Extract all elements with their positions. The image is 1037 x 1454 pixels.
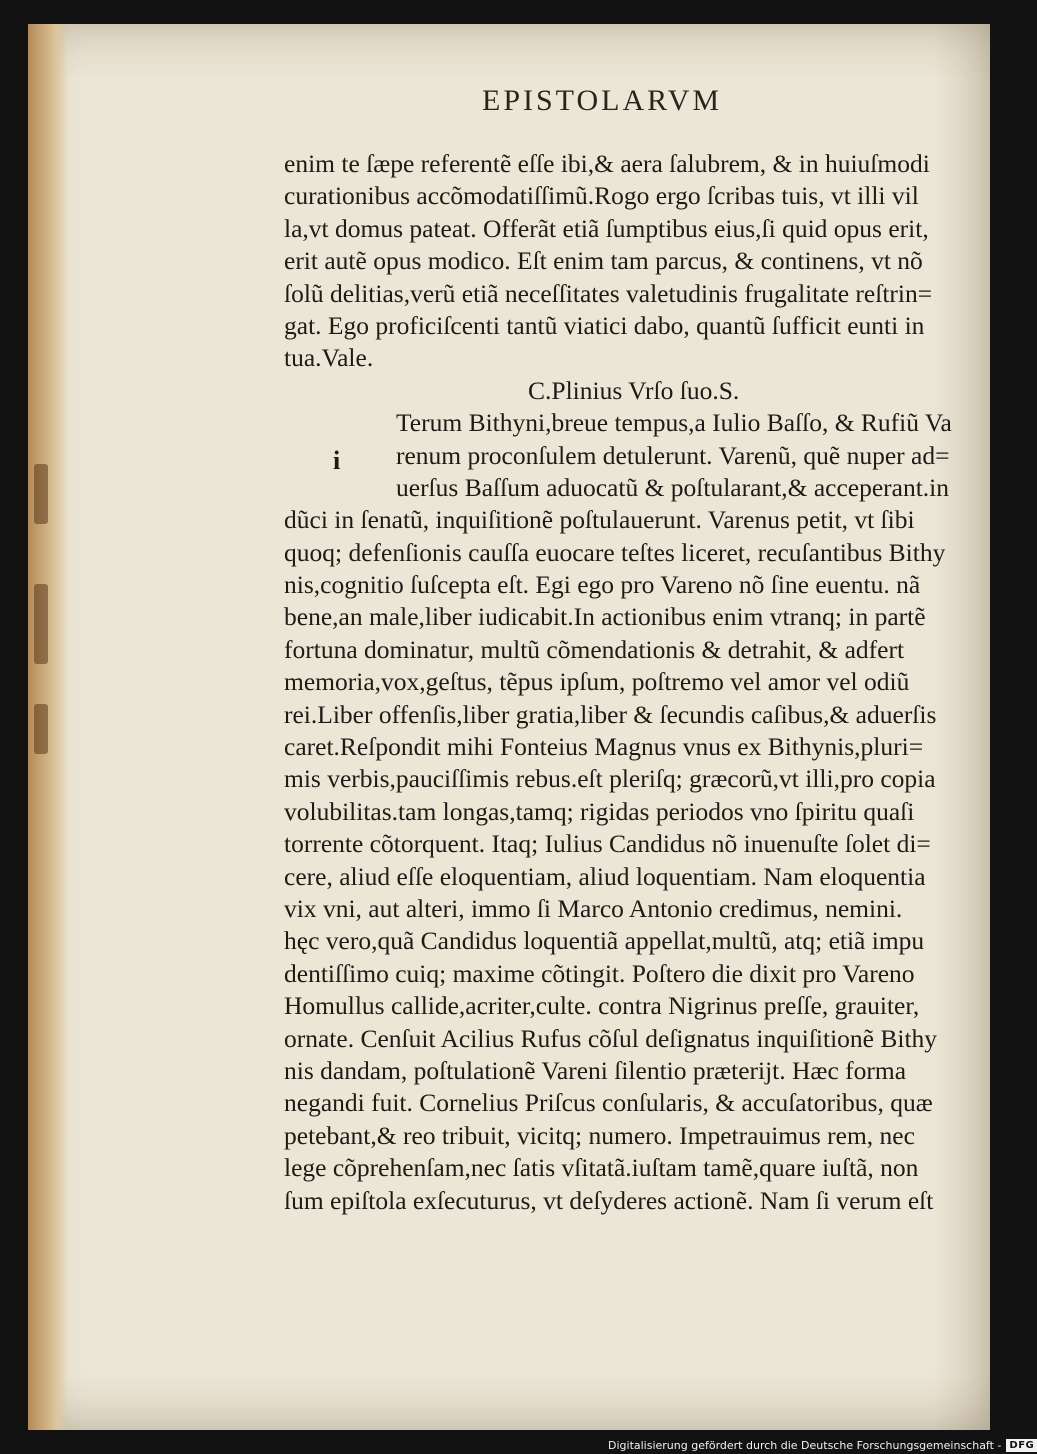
text-line: ſolũ delitias,verũ etiã neceſſitates valetudinis frugalitate reſtrin= xyxy=(284,278,933,308)
marginal-note: i xyxy=(333,446,341,475)
text-line: Homullus callide,acriter,culte. contra Nigrinus preſſe, grauiter, xyxy=(284,991,920,1021)
text-line: la,vt domus pateat. Offerãt etiã ſumptibus eius,ſi quid opus erit, xyxy=(284,213,929,243)
body-text xyxy=(284,148,984,1217)
text-line: ſum epiſtola exſecuturus, vt deſyderes actionẽ. Nam ſi verum eſt xyxy=(284,1185,934,1215)
text-line: renum proconſulem detulerunt. Varenũ, quẽ nuper ad= xyxy=(396,440,950,470)
text-line: nis,cognitio ſuſcepta eſt. Egi ego pro Vareno nõ ſine euentu. nã xyxy=(284,570,921,600)
text-line: lege cõprehenſam,nec ſatis vſitatã.iuſtam tamẽ,quare iuſtã, non xyxy=(284,1153,919,1183)
text-line: cere, aliud eſſe eloquentiam, aliud loquentiam. Nam eloquentia xyxy=(284,861,926,891)
text-line: bene,an male,liber iudicabit.In actionibus enim vtranq; in partẽ xyxy=(284,602,926,632)
page-edge-stain xyxy=(28,24,68,1430)
letter-heading: C.Plinius Vrſo ſuo.S. xyxy=(528,375,740,405)
text-line: Terum Bithyni,breue tempus,a Iulio Baſſo, & Rufiũ Va xyxy=(396,408,952,438)
text-line: petebant,& reo tribuit, vicitq; numero. Impetrauimus rem, nec xyxy=(284,1120,915,1150)
text-line: rei.Liber offenſis,liber gratia,liber & ſecundis caſibus,& aduerſis xyxy=(284,699,937,729)
text-line: caret.Reſpondit mihi Fonteius Magnus vnus ex Bithynis,pluri= xyxy=(284,732,924,762)
running-head: EPISTOLARVM xyxy=(482,84,723,117)
text-line: erit autẽ opus modico. Eſt enim tam parcus, & continens, vt nõ xyxy=(284,246,923,276)
text-line: nis dandam, poſtulationẽ Vareni ſilentio præterijt. Hæc forma xyxy=(284,1055,907,1085)
text-line: hęc vero,quã Candidus loquentiã appellat,multũ, atq; etiã impu xyxy=(284,926,925,956)
text-line: ornate. Cenſuit Acilius Rufus cõſul deſignatus inquiſitionẽ Bithy xyxy=(284,1023,938,1053)
text-line: uerſus Baſſum aduocatũ & poſtularant,& acceperant.in xyxy=(396,472,950,502)
scanned-page xyxy=(28,24,990,1430)
text-line: fortuna dominatur, multũ cõmendationis & detrahit, & adfert xyxy=(284,634,905,664)
text-line: negandi fuit. Cornelius Priſcus conſularis, & accuſatoribus, quæ xyxy=(284,1088,933,1118)
text-line: volubilitas.tam longas,tamq; rigidas periodos vno ſpiritu quaſi xyxy=(284,796,915,826)
text-line: torrente cõtorquent. Itaq; Iulius Candidus nõ inuenuſte ſolet di= xyxy=(284,829,931,859)
text-line: dentiſſimo cuiq; maxime cõtingit. Poſtero die dixit pro Vareno xyxy=(284,958,915,988)
text-line: curationibus accõmodatiſſimũ.Rogo ergo ſcribas tuis, vt illi vil xyxy=(284,181,919,211)
funding-footer xyxy=(608,1436,1037,1454)
text-line: enim te ſæpe referentẽ eſſe ibi,& aera ſalubrem, & in huiuſmodi xyxy=(284,149,930,178)
text-line: tua.Vale. xyxy=(284,343,374,373)
text-line: memoria,vox,geſtus, tẽpus ipſum, poſtremo vel amor vel odiũ xyxy=(284,667,910,697)
text-line: vix vni, aut alteri, immo ſi Marco Antonio credimus, nemini. xyxy=(284,893,903,923)
text-line: mis verbis,pauciſſimis rebus.eſt pleriſq; græcorũ,vt illi,pro copia xyxy=(284,764,936,794)
text-line: gat. Ego proficiſcenti tantũ viatici dabo, quantũ ſufficit eunti in xyxy=(284,310,925,340)
dfg-logo-icon: DFG xyxy=(1006,1439,1037,1452)
text-line: dũci in ſenatũ, inquiſitionẽ poſtulauerunt. Varenus petit, vt ſibi xyxy=(284,505,915,535)
footer-credit-text: Digitalisierung gefördert durch die Deutsche Forschungsgemeinschaft - xyxy=(608,1438,1002,1452)
text-line: quoq; defenſionis cauſſa euocare teſtes liceret, recuſantibus Bithy xyxy=(284,537,946,567)
